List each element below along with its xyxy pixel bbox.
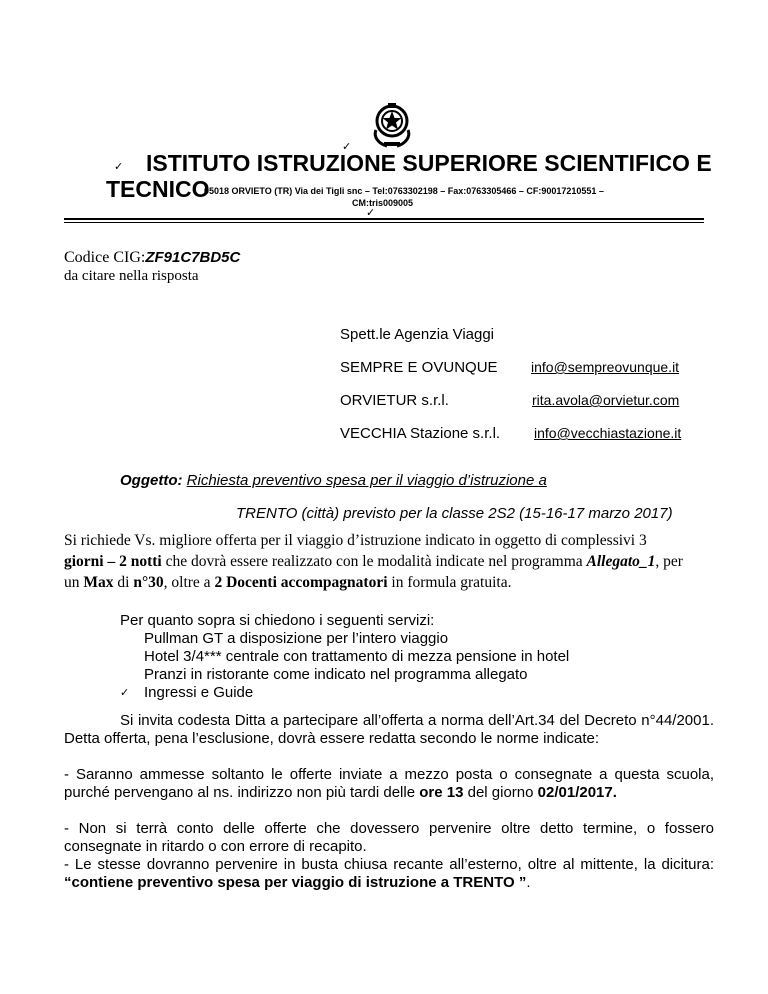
envelope-paragraph <box>64 856 714 892</box>
deadline-text: del giorno <box>463 784 538 801</box>
agency-name: SEMPRE E OVUNQUE <box>340 359 498 376</box>
cig-label: Codice CIG: <box>64 249 146 266</box>
request-text: un <box>64 574 84 591</box>
services-intro: Per quanto sopra si chiedono i seguenti servizi: <box>120 612 435 629</box>
deadline-date: 02/01/2017. <box>537 784 617 801</box>
tick-mark: ✓ <box>366 207 376 219</box>
agency-email-link[interactable]: rita.avola@orvietur.com <box>532 392 680 408</box>
agency-name: VECCHIA Stazione s.r.l. <box>340 425 501 442</box>
tick-mark: ✓ <box>342 141 352 153</box>
header-divider <box>64 218 704 220</box>
tick-mark: ✓ <box>114 161 124 173</box>
request-max: Max <box>83 574 114 591</box>
service-item: Hotel 3/4*** centrale con trattamento di mezza pensione in hotel <box>144 648 570 665</box>
institute-name: ISTITUTO ISTRUZIONE SUPERIORE SCIENTIFICO E <box>146 150 712 176</box>
envelope-text: - Le stesse dovranno pervenire in busta chiusa recante all’esterno, oltre al mittente, la dicitura: <box>64 856 714 873</box>
subject-label: Oggetto: <box>120 472 183 489</box>
institute-name-continued: TECNICO <box>106 176 210 202</box>
deadline-hour: ore 13 <box>419 784 464 801</box>
service-item: Pullman GT a disposizione per l’intero viaggio <box>144 630 449 647</box>
service-item: Ingressi e Guide <box>144 684 254 701</box>
agency-name: ORVIETUR s.r.l. <box>340 392 449 409</box>
deadline-text: - Saranno ammesse soltanto le offerte inviate a mezzo posta o consegnate a questa scuola, purché pervengano al ns. indirizzo non più tardi delle <box>64 766 714 801</box>
cig-code: ZF91C7BD5C <box>145 249 241 266</box>
service-item: Pranzi in ristorante come indicato nel programma allegato <box>144 666 528 683</box>
header-divider-thin <box>64 222 704 223</box>
envelope-wording: “contiene preventivo spesa per viaggio di istruzione a TRENTO ” <box>64 874 527 891</box>
invitation-paragraph: Si invita codesta Ditta a partecipare all’offerta a norma dell’Art.34 del Decreto n°44/2001. Detta offerta, pena l’esclusione, dovrà essere redatta secondo le norme indicate: <box>64 712 714 747</box>
subject-text: Richiesta preventivo spesa per il viaggio d’istruzione a <box>186 472 547 489</box>
request-attachment: Allegato_1 <box>586 553 656 570</box>
subject-destination: TRENTO (città) previsto per la classe 2S2 (15-16-17 marzo 2017) <box>236 505 673 522</box>
cig-line <box>64 249 240 267</box>
envelope-text: . <box>526 874 531 891</box>
request-teachers: 2 Docenti accompagnatori <box>214 574 388 591</box>
cig-note: da citare nella risposta <box>64 268 199 284</box>
request-text: , per <box>655 553 683 570</box>
italian-republic-emblem-icon <box>370 100 414 148</box>
request-text: in formula gratuita. <box>387 574 512 591</box>
request-text: Si richiede Vs. migliore offerta per il viaggio d’istruzione indicato in oggetto di complessivi 3 <box>64 532 647 549</box>
request-participants: n°30 <box>133 574 164 591</box>
salutation: Spett.le Agenzia Viaggi <box>340 326 495 343</box>
institute-cm-code: CM:tris009005 <box>352 198 414 208</box>
late-offers-paragraph: - Non si terrà conto delle offerte che dovessero pervenire oltre detto termine, o fossero consegnate in ritardo o con errore di recapito. <box>64 820 714 855</box>
request-duration: giorni – 2 notti <box>64 553 162 570</box>
deadline-paragraph <box>64 766 714 802</box>
institute-contacts: 05018 ORVIETO (TR) Via dei Tigli snc – Tel:0763302198 – Fax:0763305466 – CF:90017210551 – <box>204 186 604 196</box>
request-text: che dovrà essere realizzato con le modalità indicate nel programma <box>161 553 587 570</box>
request-paragraph <box>64 530 714 593</box>
request-text: di <box>113 574 134 591</box>
tick-mark: ✓ <box>120 687 130 699</box>
subject-line <box>120 472 547 489</box>
request-text: , oltre a <box>163 574 215 591</box>
agency-email-link[interactable]: info@sempreovunque.it <box>531 359 680 375</box>
agency-email-link[interactable]: info@vecchiastazione.it <box>534 425 682 441</box>
